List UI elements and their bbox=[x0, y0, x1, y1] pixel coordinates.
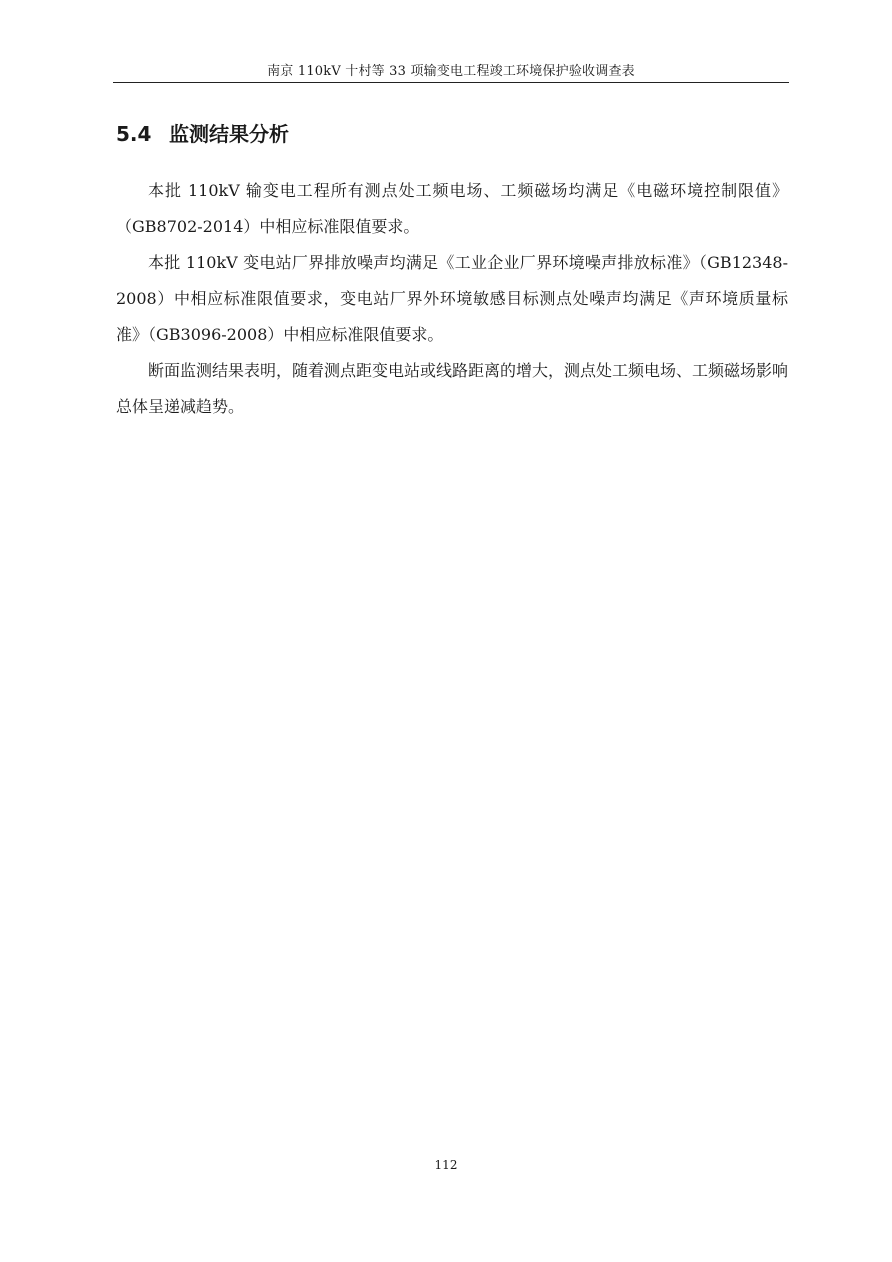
page-number: 112 bbox=[434, 1158, 458, 1172]
section-number: 5.4 bbox=[116, 122, 152, 146]
section-title: 监测结果分析 bbox=[169, 122, 289, 146]
paragraph-noise-results: 本批 110kV 变电站厂界排放噪声均满足《工业企业厂界环境噪声排放标准》（GB12348-2008）中相应标准限值要求，变电站厂界外环境敏感目标测点处噪声均满足《声环境质量标准》（GB3096-2008）中相应标准限值要求。 bbox=[116, 253, 788, 344]
section-heading bbox=[116, 120, 289, 148]
header-rule bbox=[113, 82, 789, 83]
running-header: 南京 110kV 十村等 33 项输变电工程竣工环境保护验收调查表 bbox=[267, 64, 635, 79]
paragraph-emf-results: 本批 110kV 输变电工程所有测点处工频电场、工频磁场均满足《电磁环境控制限值》（GB8702-2014）中相应标准限值要求。 bbox=[116, 181, 788, 236]
body-text bbox=[116, 173, 788, 425]
paragraph-section-trend: 断面监测结果表明，随着测点距变电站或线路距离的增大，测点处工频电场、工频磁场影响总体呈递减趋势。 bbox=[116, 361, 789, 416]
